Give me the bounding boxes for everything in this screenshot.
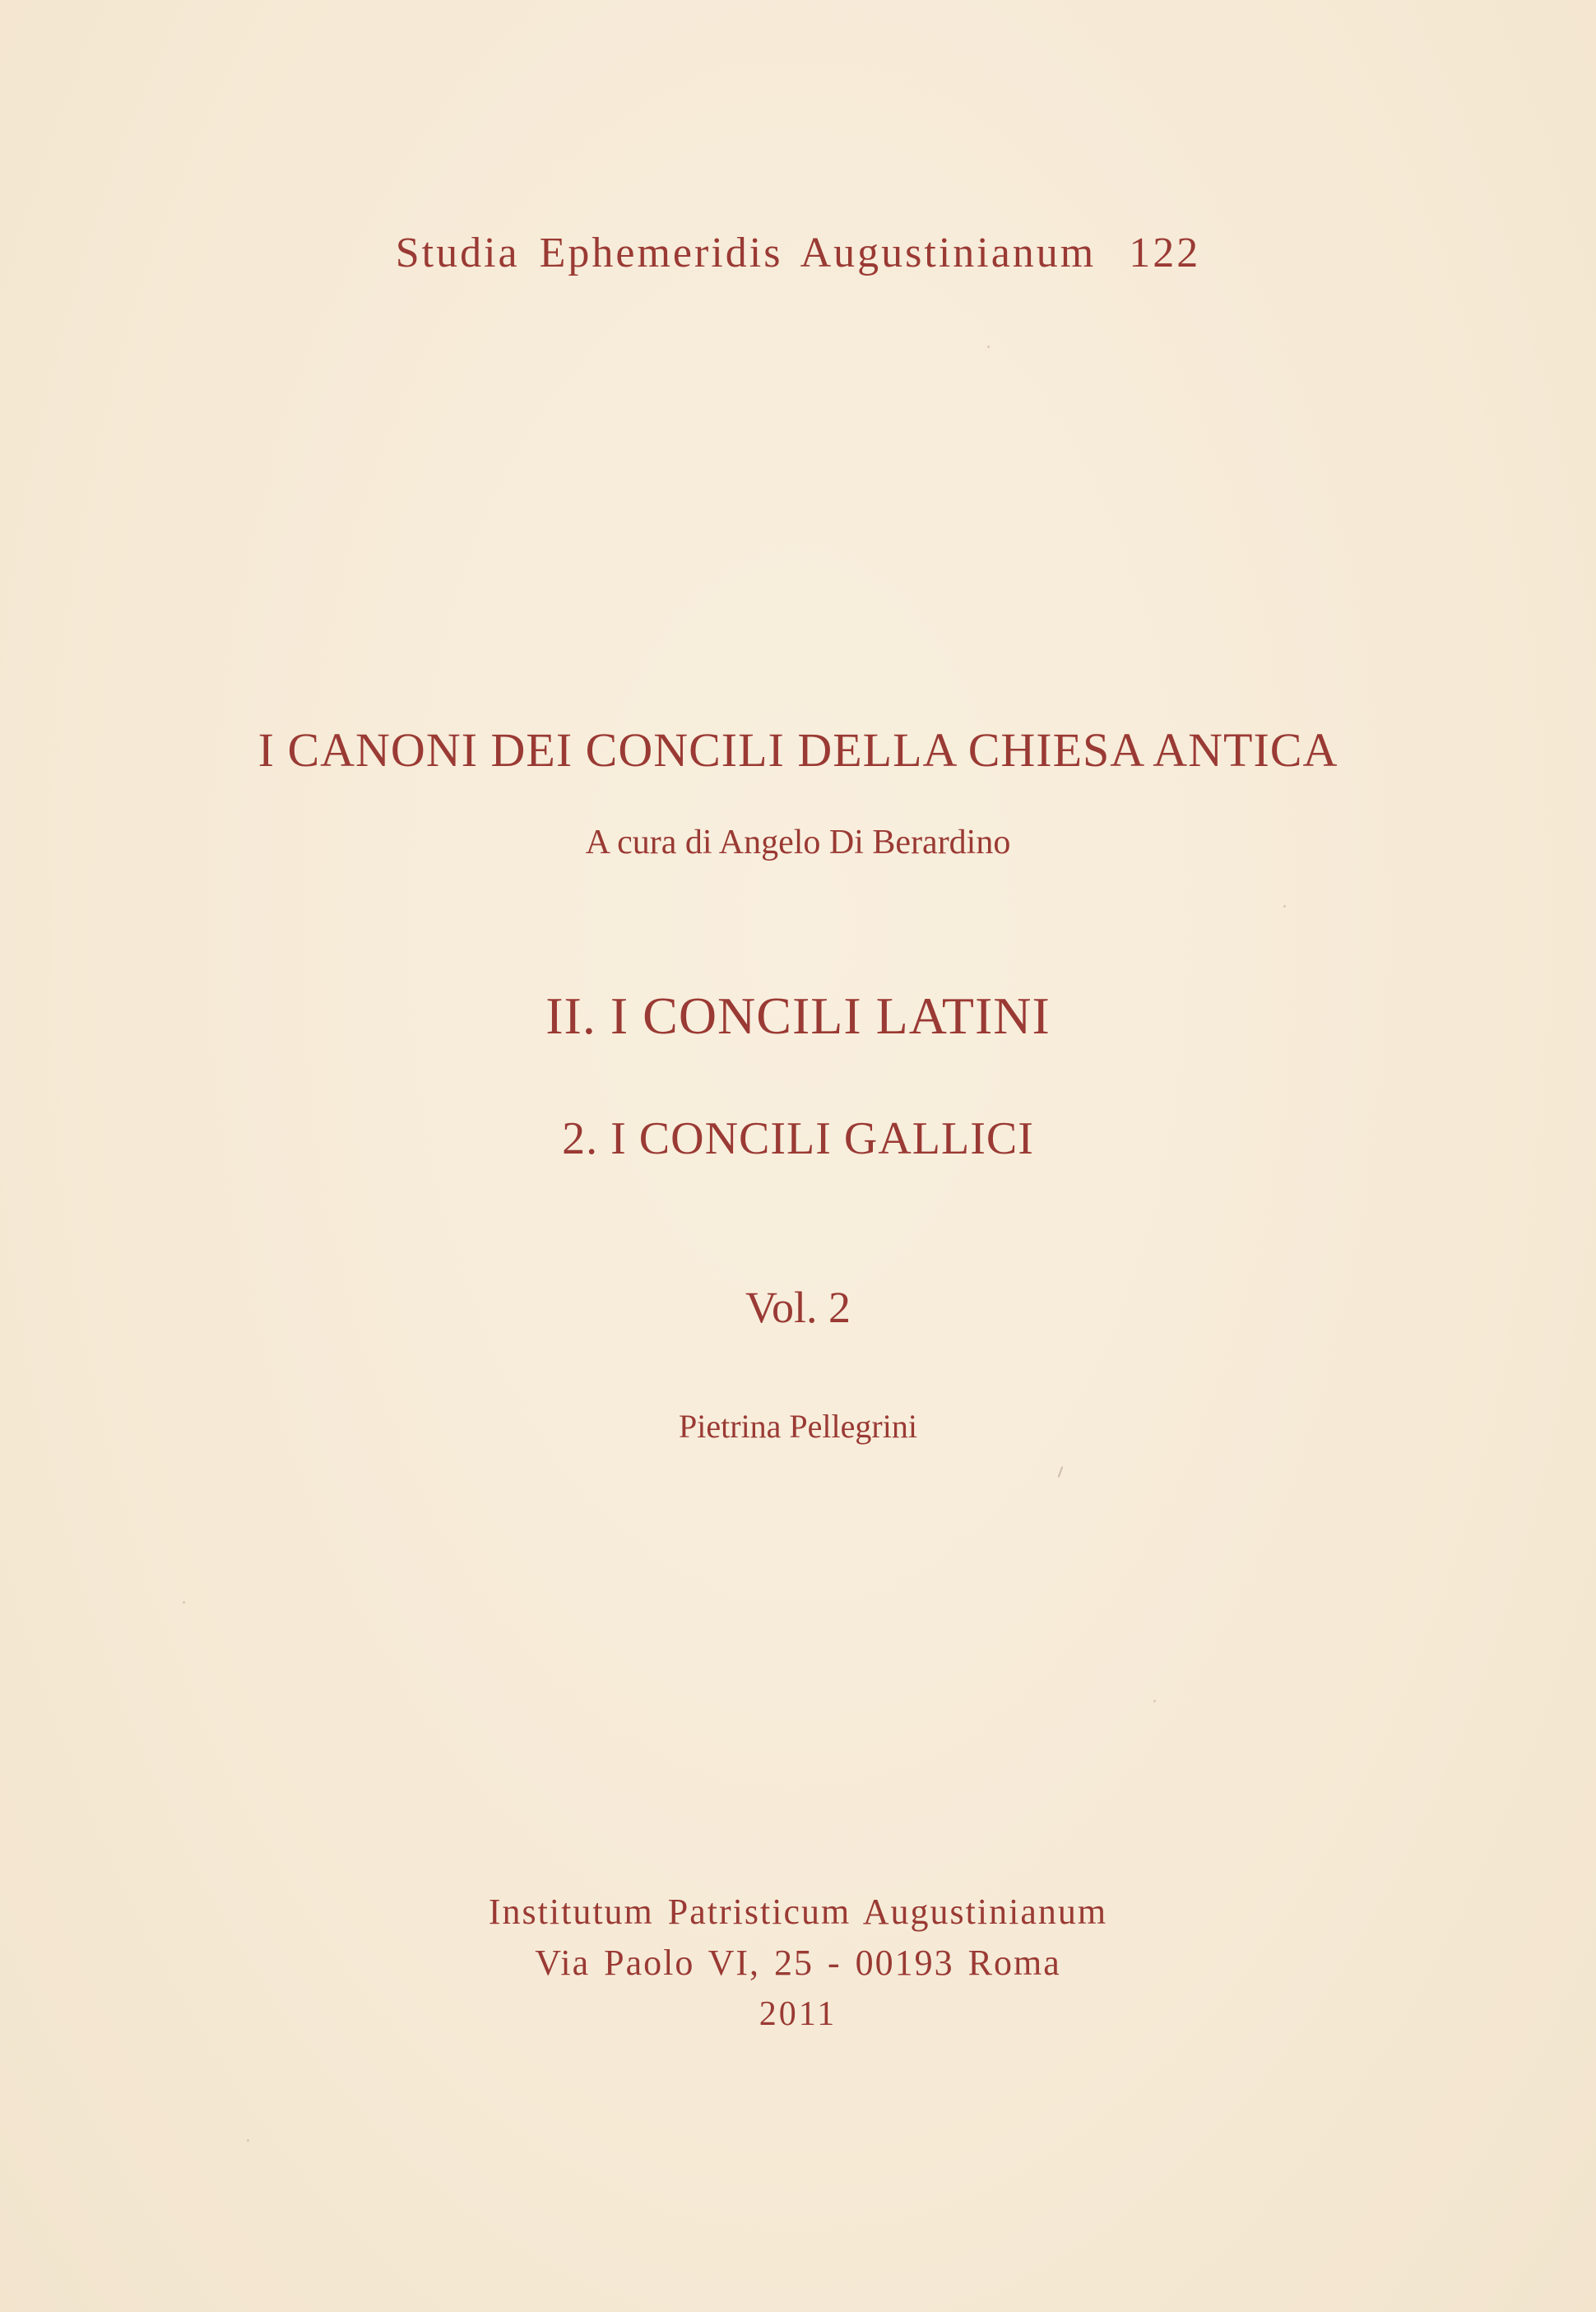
paper-speck xyxy=(987,346,990,348)
paper-speck xyxy=(1283,905,1286,908)
paper-speck xyxy=(183,1601,185,1604)
paper-speck xyxy=(1058,1466,1064,1478)
series-name: Studia Ephemeridis Augustinianum xyxy=(395,230,1097,276)
book-title: I CANONI DEI CONCILI DELLA CHIESA ANTICA xyxy=(257,723,1339,777)
editor-credit: A cura di Angelo Di Berardino xyxy=(585,824,1011,861)
paper-speck xyxy=(247,2139,249,2142)
paper-speck xyxy=(1153,1700,1156,1702)
part-title: II. I CONCILI LATINI xyxy=(545,987,1051,1045)
author-name: Pietrina Pellegrini xyxy=(679,1408,917,1445)
publication-year: 2011 xyxy=(759,1995,837,2033)
publisher-name: Institutum Patristicum Augustinianum xyxy=(488,1892,1108,1932)
volume-label: Vol. 2 xyxy=(745,1283,851,1332)
series-line xyxy=(0,229,1596,277)
publisher-address: Via Paolo VI, 25 - 00193 Roma xyxy=(535,1943,1061,1983)
series-number: 122 xyxy=(1129,230,1201,276)
subpart-title: 2. I CONCILI GALLICI xyxy=(562,1113,1034,1164)
